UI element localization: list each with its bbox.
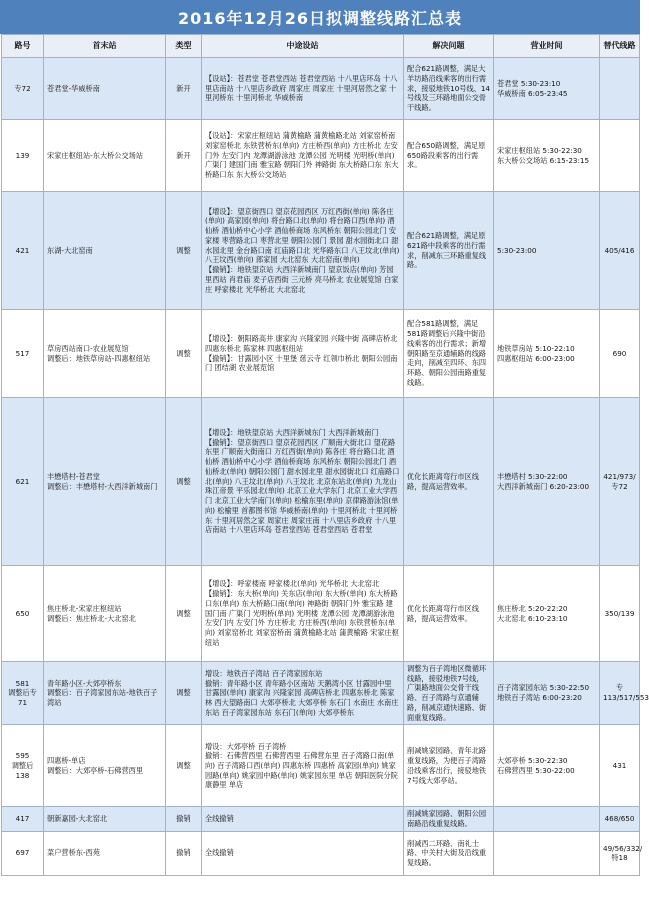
problem-cell: 配合621路调整，满足大羊坊路沿线乘客的出行需求，接驳地铁10号线、14号线及三环路地面公交骨干线路。 [404, 58, 494, 120]
station-list: 【撤销】：东大桥(单向) 关东店(单向) 东大桥(单向) 东大桥路口东(单向) 东大桥路口南(单向) 神路街 朝阳门外 雅宝路 建国门南 广渠门 光明桥(单向) 光明楼 龙潭公园 龙潭湖游泳池 左安门内 左安门外 方庄桥北 方庄桥西(单向) 东铁营桥东(单向) 刘家窑桥北 刘家窑桥南 蒲黄榆路北站 蒲黄榆路 宋家庄枢纽站 [205, 589, 399, 647]
station-list: 撤销：石佛营西里 石佛营西里 石佛营东里 百子湾路口南(单向) 百子湾路口西(单向) 四惠东桥 四惠桥 高家园(单向) 姚家园路(单向) 姚家园中路(单向) 姚家园东里 单店 朝阳医院分院 康静里 单店 [205, 751, 398, 790]
station-list: 【增设】：朝阳路高井 康家沟 兴隆家园 兴隆中街 高碑店桥北 四惠东桥北 陈家林 四惠枢纽站 [205, 334, 398, 353]
page-title: 2016年12月26日拟调整线路汇总表 [0, 0, 640, 34]
station-list: 【设站】：苍君堂 苍君堂西站 苍君堂西站 十八里店环岛 十八里店南站 十八里店乡政府 周家庄 周家庄 十里河居然之家 十里河桥东 十里河桥北 华威桥南 [205, 73, 398, 103]
type-cell: 调整 [166, 192, 202, 310]
problem-cell: 削减西二环路、南礼士路、中关村大街及沿线重复线路。 [404, 831, 494, 875]
type-cell: 调整 [166, 662, 202, 725]
header-hours: 营业时间 [494, 35, 600, 58]
terminals-cell [44, 831, 166, 875]
header-terminals: 首末站 [44, 35, 166, 58]
table-row [2, 831, 640, 875]
hours-cell: 5:30-23:00 [494, 192, 600, 310]
station-list: 增设：大郊亭桥 百子湾桥 [205, 741, 287, 751]
terminal-text: 调整后：地铁草房站-四惠枢纽站 [47, 353, 151, 363]
terminal-text: 调整后：大郊亭桥-石佛营西里 [47, 765, 144, 775]
hours-cell: 百子湾家园东站 5:30-22:50 地铁百子湾站 6:00-23:20 [494, 662, 600, 725]
problem-cell: 优化长距离弯行市区线路，提高运营效率。 [404, 566, 494, 662]
table-row [2, 120, 640, 192]
route-number-cell: 专72 [2, 58, 44, 120]
table-header-row [2, 35, 640, 58]
route-number-cell: 581 调整后专71 [2, 662, 44, 725]
table-row [2, 566, 640, 662]
hours-cell: 地铁草房站 5:10-22:10 四惠枢纽站 6:00-23:00 [494, 310, 600, 398]
type-cell: 撤销 [166, 807, 202, 831]
terminal-text: 丰懋塔村-苍君堂 [47, 471, 100, 481]
stations-cell [202, 120, 404, 192]
terminals-cell [44, 120, 166, 192]
stations-cell [202, 566, 404, 662]
type-cell: 新开 [166, 120, 202, 192]
header-problem: 解决问题 [404, 35, 494, 58]
terminal-text: 苍君堂-华威桥南 [47, 83, 100, 93]
station-list: 全线撤销 [205, 848, 234, 858]
hours-cell: 丰懋塔村 5:30-22:00 大西洋新城南门 6:20-23:00 [494, 398, 600, 566]
table-row [2, 192, 640, 310]
table-row [2, 725, 640, 807]
terminal-text: 草房西站南口-农业展览馆 [47, 343, 129, 353]
problem-cell: 削减姚家园路、青年北路重复线路，为便百子湾路沿线乘客出行，接驳地铁7号线大郊亭站。 [404, 725, 494, 807]
type-cell: 新开 [166, 58, 202, 120]
terminal-text: 调整后：丰懋塔村-大西洋新城南门 [47, 481, 158, 491]
station-list: 【增设】：地铁望京站 大西洋新城东门 大西洋新城南门 [205, 428, 379, 438]
stations-cell [202, 58, 404, 120]
type-cell: 撤销 [166, 831, 202, 875]
station-list: 【撤销】：地铁望京站 大西洋新城南门 望京饭店(单向) 芳园里西站 肖君庙 麦子店西街 三元桥 亮马桥北 农业展览馆 白家庄 呼家楼北 光华桥北 大北窑北 [205, 265, 399, 294]
terminal-text: 焦庄桥北-宋家庄枢纽站 [47, 603, 122, 613]
hours-cell: 宋家庄枢纽站 5:30-22:30 东大桥公交场站 6:15-23:15 [494, 120, 600, 192]
table-row [2, 58, 640, 120]
terminals-cell [44, 192, 166, 310]
type-cell: 调整 [166, 398, 202, 566]
terminals-cell [44, 398, 166, 566]
station-list: 【撤销】：甘露园小区 十里堡 慈云寺 红领巾桥北 朝阳公园南门 团结湖 农业展览馆 [205, 353, 398, 373]
route-number-cell: 421 [2, 192, 44, 310]
type-cell: 调整 [166, 310, 202, 398]
problem-cell: 配合621路调整，满足原621路中段乘客的出行需求，削减东三环路重复线路。 [404, 192, 494, 310]
route-number-cell: 621 [2, 398, 44, 566]
terminals-cell [44, 566, 166, 662]
terminal-text: 四惠桥-单店 [47, 756, 86, 766]
hours-cell: 苍君堂 5:30-23:10 华威桥南 6:05-23:45 [494, 58, 600, 120]
station-list: 增设：地铁百子湾站 百子湾家园东站 [205, 668, 323, 678]
station-list: 全线撤销 [205, 814, 234, 824]
type-cell: 调整 [166, 566, 202, 662]
route-number-cell: 417 [2, 807, 44, 831]
problem-cell: 配合581路调整，满足581路调整后兴隆中街沿线乘客的出行需求；新增朝阳路至京通辅路的线路走向，削减至四环、东四环路、朝阳公园南路重复线路。 [404, 310, 494, 398]
alt-route-cell [600, 58, 640, 120]
hours-cell: 焦庄桥北 5:20-22:20 大北窑北 6:10-23:10 [494, 566, 600, 662]
problem-cell: 优化长距离弯行市区线路，提高运营效率。 [404, 398, 494, 566]
type-cell: 调整 [166, 725, 202, 807]
terminals-cell [44, 58, 166, 120]
stations-cell [202, 831, 404, 875]
stations-cell [202, 662, 404, 725]
terminals-cell [44, 725, 166, 807]
header-stations: 中途设站 [202, 35, 404, 58]
station-list: 【增设】：望京街西口 望京花园西区 万红西街(单向) 陈各庄(单向) 高家园(单向) 将台路口北(单向) 将台路口西(单向) 酒仙桥 酒仙桥中心小学 酒仙桥商场 东风桥东 朝阳公园北门 安家楼 枣营路北口 枣营北里 朝阳公园门 景园 甜水园街北口 甜水园北里 金台路口南 红庙路口北 光华路东口 八王坟北(单向) 八王坟西(单向) 郎家园 大北窑东 大北窑南(单向) [205, 206, 400, 265]
alt-route-cell: 468/650 [600, 807, 640, 831]
terminal-text: 宋家庄枢纽站-东大桥公交场站 [47, 150, 144, 160]
terminals-cell [44, 807, 166, 831]
station-list: 【设站】：宋家庄枢纽站 蒲黄榆路 蒲黄榆路北站 刘家窑桥南 刘家窑桥北 东铁营桥东(单向) 方庄桥西(单向) 方庄桥北 左安门外 左安门内 龙潭湖游泳池 龙潭公园 光明楼 光明桥(单向) 广渠门 建国门南 雅宝路 朝阳门外 神路街 东大桥路口东 东大桥路口东 东大桥公交场站 [205, 131, 399, 180]
route-number-cell: 517 [2, 310, 44, 398]
stations-cell [202, 310, 404, 398]
terminal-text: 东湖-大北窑南 [47, 245, 93, 255]
problem-cell: 调整为百子湾地区微循环线路，接驳地铁7号线，广渠路地面公交骨干线路、百子湾路与京通辅路，削减京通快速路、街面重复线路。 [404, 662, 494, 725]
table-row [2, 662, 640, 725]
header-type: 类型 [166, 35, 202, 58]
route-adjustment-table [1, 34, 649, 876]
stations-cell [202, 398, 404, 566]
alt-route-cell: 专113/517/553 [600, 662, 640, 725]
terminals-cell [44, 310, 166, 398]
route-number-cell: 595 调整后138 [2, 725, 44, 807]
hours-cell: 大郊亭桥 5:30-22:30 石佛营西里 5:30-22:00 [494, 725, 600, 807]
alt-route-cell: 431 [600, 725, 640, 807]
alt-route-cell [600, 120, 640, 192]
alt-route-cell: 350/139 [600, 566, 640, 662]
hours-cell [494, 807, 600, 831]
terminal-text: 朝新嘉园-大北窑北 [47, 814, 108, 824]
alt-route-cell: 690 [600, 310, 640, 398]
terminals-cell [44, 662, 166, 725]
terminal-text: 菜户营桥东-西苑 [47, 848, 100, 858]
station-list: 【增设】：呼家楼南 呼家楼北(单向) 光华桥北 大北窑北 [205, 579, 380, 589]
alt-route-cell: 49/56/332/特18 [600, 831, 640, 875]
stations-cell [202, 725, 404, 807]
station-list: 【撤销】：望京街西口 望京花园西区 广顺南大街北口 望花路东里 广顺南大街南口 万红西街(单向) 陈各庄 将台路口北 酒仙桥 酒仙桥中心小学 酒仙桥商场 东风桥东 朝阳公园北门 酒仙桥北(单向) 朝阳公园门 甜水园北里 甜水园街北口 红庙路口北(单向) 八王坟北(单向) 八王坟北 北京东站北(单向) 九龙山 珠江帝景 平乐园北(单向) 北京工业大学东门 北京工业大学西门 北京工业大学南门(单向) 松榆东里(单向) 京律路游泳馆(单向) 松榆里 首都图书馆 华威桥南(单向) 十里河桥北 十里河桥东 十里河居然之家 周家庄 周家庄南 十八里店乡政府 十八里店南站 十八里店环岛 苍君堂西站 苍君堂西站 苍君堂 [205, 437, 400, 535]
problem-cell: 削减姚家园路、朝阳公园南路沿线重复线路。 [404, 807, 494, 831]
header-route-no: 路号 [2, 35, 44, 58]
terminal-text: 调整后：焦庄桥北-大北窑北 [47, 613, 136, 623]
route-number-cell: 139 [2, 120, 44, 192]
alt-route-cell: 405/416 [600, 192, 640, 310]
table-row [2, 398, 640, 566]
terminal-text: 青年路小区-大郊亭桥东 [47, 678, 122, 688]
route-number-cell: 650 [2, 566, 44, 662]
stations-cell [202, 807, 404, 831]
header-alt: 替代线路 [600, 35, 640, 58]
stations-cell [202, 192, 404, 310]
terminal-text: 调整后：百子湾家园东站-地铁百子湾站 [47, 688, 158, 708]
table-row [2, 807, 640, 831]
table-row [2, 310, 640, 398]
alt-route-cell: 421/973/专72 [600, 398, 640, 566]
hours-cell [494, 831, 600, 875]
route-number-cell: 697 [2, 831, 44, 875]
problem-cell: 配合650路调整，满足原650路段乘客的出行需求。 [404, 120, 494, 192]
station-list: 撤销：青年路小区 青年路小区南站 天鹅湾小区 甘露园中里 甘露园(单向) 康家沟 兴隆家园 高碑店桥北 四惠东桥北 陈家林 西大望路南口 大郊亭桥北 大郊亭桥 东石门 水南庄 水南庄东站 百子湾家园东站 东石门(单向) 大郊亭桥东 [205, 678, 399, 717]
